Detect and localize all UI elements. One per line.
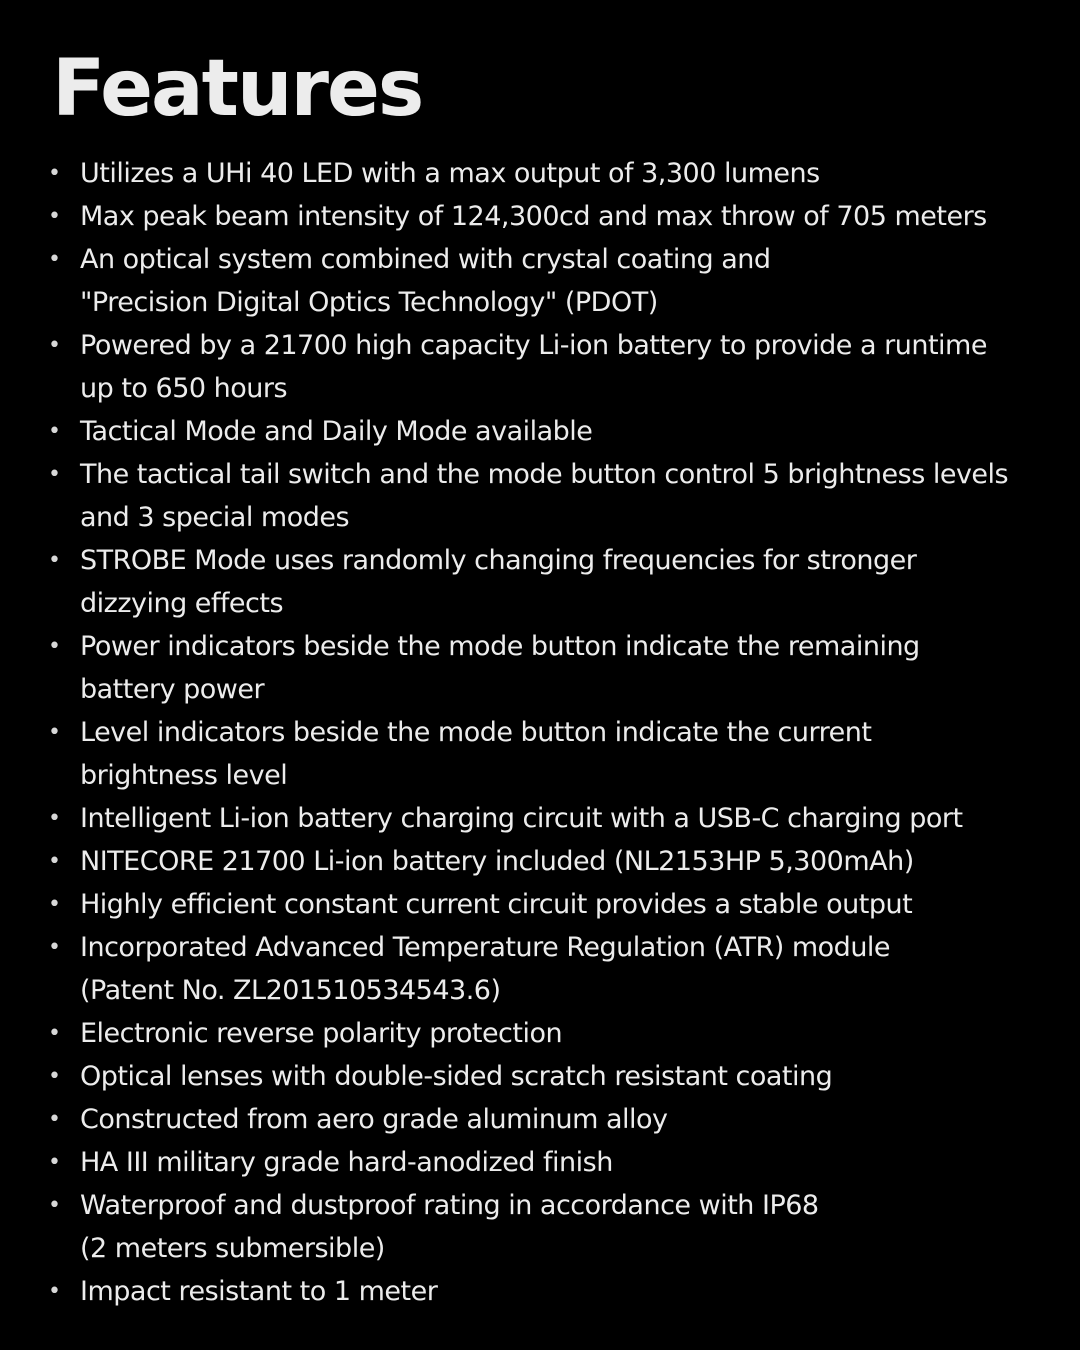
feature-item — [0, 238, 1080, 324]
bullet-icon: • — [48, 247, 61, 272]
feature-text-line: Level indicators beside the mode button indicate the current — [80, 717, 872, 748]
bullet-icon: • — [48, 1021, 61, 1046]
bullet-icon: • — [48, 419, 61, 444]
feature-item — [0, 711, 1080, 797]
feature-item — [0, 539, 1080, 625]
bullet-icon: • — [48, 161, 61, 186]
feature-text-line: Highly efficient constant current circuit provides a stable output — [80, 889, 913, 920]
feature-item — [0, 1141, 1080, 1184]
feature-item — [0, 152, 1080, 195]
feature-text-line: Power indicators beside the mode button indicate the remaining — [80, 631, 920, 662]
feature-text-line: Waterproof and dustproof rating in accordance with IP68 — [80, 1190, 819, 1221]
feature-text-line: Utilizes a UHi 40 LED with a max output of 3,300 lumens — [80, 158, 820, 189]
feature-text-line: (2 meters submersible) — [80, 1233, 385, 1264]
feature-item — [0, 840, 1080, 883]
bullet-icon: • — [48, 462, 61, 487]
feature-text-line: STROBE Mode uses randomly changing frequencies for stronger — [80, 545, 917, 576]
feature-text-line: Electronic reverse polarity protection — [80, 1018, 563, 1049]
bullet-icon: • — [48, 1150, 61, 1175]
page-title: Features — [52, 44, 423, 134]
feature-list — [0, 152, 1080, 1313]
feature-text-line: Powered by a 21700 high capacity Li-ion battery to provide a runtime — [80, 330, 987, 361]
feature-item — [0, 1055, 1080, 1098]
feature-text-line: An optical system combined with crystal coating and — [80, 244, 771, 275]
feature-text-line: Incorporated Advanced Temperature Regulation (ATR) module — [80, 932, 891, 963]
feature-item — [0, 1270, 1080, 1313]
bullet-icon: • — [48, 1279, 61, 1304]
feature-item — [0, 883, 1080, 926]
feature-text-line: Impact resistant to 1 meter — [80, 1276, 438, 1307]
feature-text-line: and 3 special modes — [80, 502, 350, 533]
bullet-icon: • — [48, 204, 61, 229]
feature-text-line: battery power — [80, 674, 265, 705]
feature-item — [0, 1012, 1080, 1055]
bullet-icon: • — [48, 1107, 61, 1132]
bullet-icon: • — [48, 1064, 61, 1089]
bullet-icon: • — [48, 849, 61, 874]
bullet-icon: • — [48, 935, 61, 960]
feature-text-line: Tactical Mode and Daily Mode available — [80, 416, 593, 447]
feature-item — [0, 195, 1080, 238]
feature-item — [0, 453, 1080, 539]
feature-text-line: NITECORE 21700 Li-ion battery included (NL2153HP 5,300mAh) — [80, 846, 914, 877]
feature-text-line: Constructed from aero grade aluminum alloy — [80, 1104, 668, 1135]
feature-item — [0, 926, 1080, 1012]
bullet-icon: • — [48, 720, 61, 745]
feature-text-line: Intelligent Li-ion battery charging circuit with a USB-C charging port — [80, 803, 963, 834]
feature-text-line: brightness level — [80, 760, 288, 791]
bullet-icon: • — [48, 892, 61, 917]
feature-item — [0, 324, 1080, 410]
feature-text-line: "Precision Digital Optics Technology" (PDOT) — [80, 287, 658, 318]
feature-item — [0, 625, 1080, 711]
bullet-icon: • — [48, 333, 61, 358]
bullet-icon: • — [48, 548, 61, 573]
bullet-icon: • — [48, 634, 61, 659]
feature-text-line: up to 650 hours — [80, 373, 288, 404]
feature-item — [0, 410, 1080, 453]
feature-item — [0, 1098, 1080, 1141]
bullet-icon: • — [48, 1193, 61, 1218]
feature-item — [0, 1184, 1080, 1270]
bullet-icon: • — [48, 806, 61, 831]
feature-text-line: Max peak beam intensity of 124,300cd and max throw of 705 meters — [80, 201, 987, 232]
feature-text-line: The tactical tail switch and the mode button control 5 brightness levels — [80, 459, 1009, 490]
feature-text-line: Optical lenses with double-sided scratch resistant coating — [80, 1061, 833, 1092]
feature-text-line: HA III military grade hard-anodized finish — [80, 1147, 613, 1178]
feature-text-line: dizzying effects — [80, 588, 284, 619]
feature-item — [0, 797, 1080, 840]
feature-text-line: (Patent No. ZL201510534543.6) — [80, 975, 501, 1006]
